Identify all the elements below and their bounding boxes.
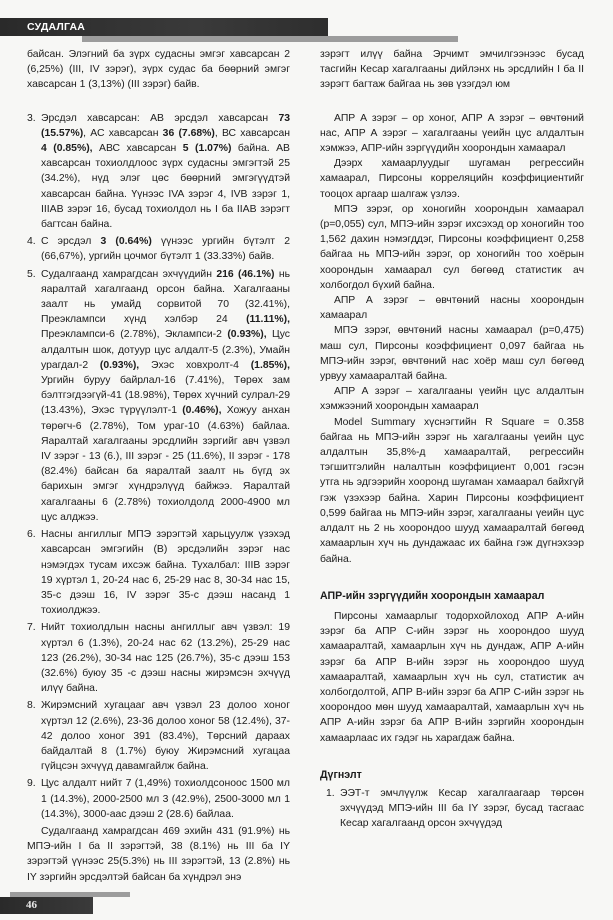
bold-figure: 3 (0.64%) [100,236,152,248]
conclusion-heading: Дүгнэлт [320,768,362,781]
list-item-text: Насны ангиллыг МПЭ зэрэгтэй харьцуулж үзэхэд хавсарсан эмгэгийн (В) эрсдэлийн зэрэг нас нэмэгдэх тусам ихсэж байна. Тухалбал: IIIB зэрэг 19 хүртэл 1, 20-24 нас 6, 25-29 нас 8, 30-34 нас 15, 35-с дээш 16, IV зэрэг 35-с дээш насанд 1 тохиолджээ. [41,529,290,617]
results-list [27,111,290,822]
list-item-text: Жирэмсний хугацааг авч үзвэл 23 долоо хоног хүртэл 12 (2.6%), 23-36 долоо хоног 58 (12.4%), 37-42 долоо хоног 391 (83.4%), Төрсний дараах байдалтай 8 (1.7%) буюу Жирэмсний хугацаа гүйцсэн эхчүүд давамгайлж байна. [41,700,290,773]
list-item-number: 6. [27,529,36,541]
body-paragraph: АПР А зэрэг – өвчтөний насны хоорондын хамаарал [320,295,584,322]
bold-figure: (0.93%), [227,329,267,341]
conclusion-item [320,786,584,832]
left-closing-paragraph: Судалгаанд хамрагдсан 469 эхийн 431 (91.9%) нь МПЭ-ийн I ба II зэрэгтэй, 38 (8.1%) нь III ба IY зэрэгтэй үүнээс 25(5.3%) нь III зэрэгтэй, 13 (2.8%) нь IY зэргийн эрсдэлтэй байсан ба хүндрэл энэ [27,825,290,883]
conclusion-item-text: ЭЭТ-т эмчлүүлж Кесар хагалгаагаар төрсөн эхчүүдэд МПЭ-ийн III ба IY зэрэг, бусад тасгаас Кесар хагалгаанд орсон эхчүүдэд [340,787,584,830]
bold-figure: 216 (46.1%) [216,268,275,280]
section-heading: АПР-ийн зэргүүдийн хоорондын хамаарал [320,589,545,602]
right-intro-paragraph: зэрэгт илүү байна Эрчимт эмчилгээнээс бусад тасгийн Кесар хагалгааны дийлэнх нь эрсдлийн I ба II зэрэгт багтаж байгаа нь зөв үзэгдэл юм [320,49,584,91]
left-intro-paragraph: байсан. Элэгний ба зүрх судасны эмгэг хавсарсан 2 (6,25%) (III, IV зэрэг), зүрх судас ба бөөрний эмгэг хавсарсан 1 (3,13%) (III зэрэг) байв. [27,49,290,91]
right-column [320,47,584,834]
bold-figure: 73 (15.57%) [41,112,290,139]
body-paragraph: МПЭ зэрэг, ор хоногийн хоорондын хамаарал (p=0,055) сул, МПЭ-ийн зэрэг ихсэхэд ор хоногийн тоо 1,562 дахин нэмэгддэг, Пирсоны коэффициент 0,258 байгаа нь МПЭ-ийн зэрэг, ор хоногийн тоо хоёрын хоорондын хамаарал сул бөгөөд статистик ач холбогдол бүхий байна. [320,203,584,291]
bold-figure: (0.93%), [99,359,140,371]
page-number: 46 [26,899,37,911]
bold-figure: 5 (1.07%) [182,143,232,155]
list-item-number: 5. [27,268,36,280]
list-item-text: С эрсдэл 3 (0.64%) үүнээс ургийн бүтэлт 2 (66,67%), ургийн цочмог бүтэлт 1 (33.33%) байв. [41,236,290,263]
list-item-text: Эрсдэл хавсарсан: АВ эрсдэл хавсарсан 73 (15.57%), АС хавсарсан 36 (7.68%), ВС хавсарсан 4 (0.85%), АВС хавсарсан 5 (1.07%) байна. АВ хавсарсан тохиолдлоос зүрх судасны эмгэгтэй 25 (34.2%), нүд элэг цөс бөөрний эмгэгүүдтэй хавсарсан байна. Үүнээс IVA зэрэг 4, IVB зэрэг 1, IIIAB зэрэг 16, бусад тохиолдол нь I ба IIAB зэрэгт багтсан байна. [41,112,290,231]
bold-figure: 36 (7.68%) [162,127,215,139]
bold-figure: (11.11%), [246,314,290,326]
list-item [27,698,290,774]
list-item-number: 9. [27,778,36,790]
body-paragraph: АПР А зэрэг – ор хоног, АПР А зэрэг – өвчтөний нас, АПР А зэрэг – хагалгааны үеийн цус алдалтын хэмжээ, АПР-ийн зэргүүдийн хоорондын хамаарал [320,112,584,155]
body-paragraph: АПР А зэрэг – хагалгааны үеийн цус алдалтын хэмжээний хоорондын хамаарал [320,386,584,413]
left-column [27,47,290,885]
list-item [27,527,290,618]
body-paragraph: МПЭ зэрэг, өвчтөний насны хамаарал (p=0,475) маш сул, Пирсоны коэффициент 0,097 байгаа нь МПЭ-ийн зэрэг, өвчтөний нас хоёр маш сул бөгөөд урвуу хамааралтай байна. [320,325,584,383]
body-paragraph: Model Summary хүснэгтийн R Square = 0.358 байгаа нь МПЭ-ийн зэрэг нь хагалгааны үеийн цус алдалтын 35,8%-д хамааралтай, регрессийн тэгшитгэлийн налалтын коэффициент 0,001 гэсэн утга нь эдгээрийн хооронд шугаман хамаарал байхгүй гэж үзэхээр байна. Харин Пирсоны коэффициент 0,599 байгаа нь МПЭ-ийн зэрэг, хагалгааны үеийн цус алдалт нь 2 нь хоорондоо шууд хамааралтай бөгөөд хамаарлын хүч нь дундажаас их байна гэж дүгнэхээр байна. [320,416,584,565]
footer-band [0,897,93,914]
conclusion-item-number: 1. [326,787,335,799]
list-item [27,776,290,822]
list-item-number: 4. [27,236,36,248]
list-item-text: Судалгаанд хамрагдсан эхчүүдийн 216 (46.1%) нь яаралтай хагалгаанд орсон байна. Хагалгааны заалт нь умайд сорвитой 70 (32.41%), Преэклампси хүнд хэлбэр 24 (11.11%), Преэклампси-6 (2.78%), Эклампси-2 (0.93%), Цус алдалтын шок, дотуур цус алдалт-5 (2.3%), Умайн урагдал-2 (0.93%), Эхэс ховхролт-4 (1.85%), Ургийн буруу байрлал-16 (7.41%), Төрөх зам бэлтгэгдээгүй-41 (18.98%), Төрөх хүчний сулрал-29 (13.43%), Эхэс түрүүлэлт-1 (0.46%), Хожуу анхан төрөгч-6 (2.78%), Том ураг-10 (4.63%) байлаа. Яаралтай хагалгааны эрсдлийн зэргийг авч үзвэл IV зэрэг - 13 (6.), III зэрэг - 25 (11.6%), II зэрэг - 178 (82.4%) байсан ба яаралтай заалт нь бүгд эх барихын эмгэг хүндрэлүүд байжээ. Яаралтай хагалгааны 6 (2.78%) тохиолдолд 2000-4900 мл цус алджээ. [41,268,290,523]
list-item-text: Цус алдалт нийт 7 (1,49%) тохиолдсоноос 1500 мл 1 (14.3%), 2000-2500 мл 3 (42.9%), 2500-3000 мл 1 (14.3%), 3000-аас дээш 2 (28.6) байлаа. [41,778,290,820]
bold-figure: (0.46%), [182,405,222,417]
list-item-number: 3. [27,112,36,124]
list-item-text: Нийт тохиолдлын насны ангиллыг авч үзвэл: 19 хүртэл 6 (1.3%), 20-24 нас 62 (13.2%), 25-29 нас 123 (26.2%), 30-34 нас 125 (26.7%), 35-с дээш 153 (32.6%) буюу 35 -с дээш насны жирэмсэн эхчүүд илүү байна. [41,622,290,695]
header-accent-bar [82,36,458,42]
list-item-number: 7. [27,622,36,634]
bold-figure: 4 (0.85%), [41,143,93,155]
section-paragraph: Пирсоны хамаарлыг тодорхойлоход АПР А-ийн зэрэг ба АПР С-ийн зэрэг нь хоорондоо шууд хамааралтай, хамаарлын хүч нь дундаж, АПР А-ийн зэрэг ба АПР В-ийн зэрэг нь хоорондоо шууд хамааралтай, хамаарлын хүч нь сул, статистик ач холбогдолтой, АПР В-ийн зэрэг ба АПР С-ийн зэрэг нь хоорондоо мөн шууд хамааралтай, хамаарлын хүч нь АПР А-ийн зэрэг ба АПР В-ийн зэргийн хоорондын хамаарлаас их гэдэг нь харагдаж байна. [320,610,584,744]
section-title: СУДАЛГАА [27,21,86,33]
list-item-number: 8. [27,700,36,712]
list-item [27,234,290,264]
bold-figure: (1.85%), [250,359,290,371]
list-item [27,111,290,233]
body-paragraph: Дээрх хамаарлуудыг шугаман регрессийн хамаарал, Пирсоны корреляцийн коэффициентийг тооцох аргаар шалгаж үзлээ. [320,158,584,200]
list-item [27,267,290,525]
list-item [27,620,290,696]
